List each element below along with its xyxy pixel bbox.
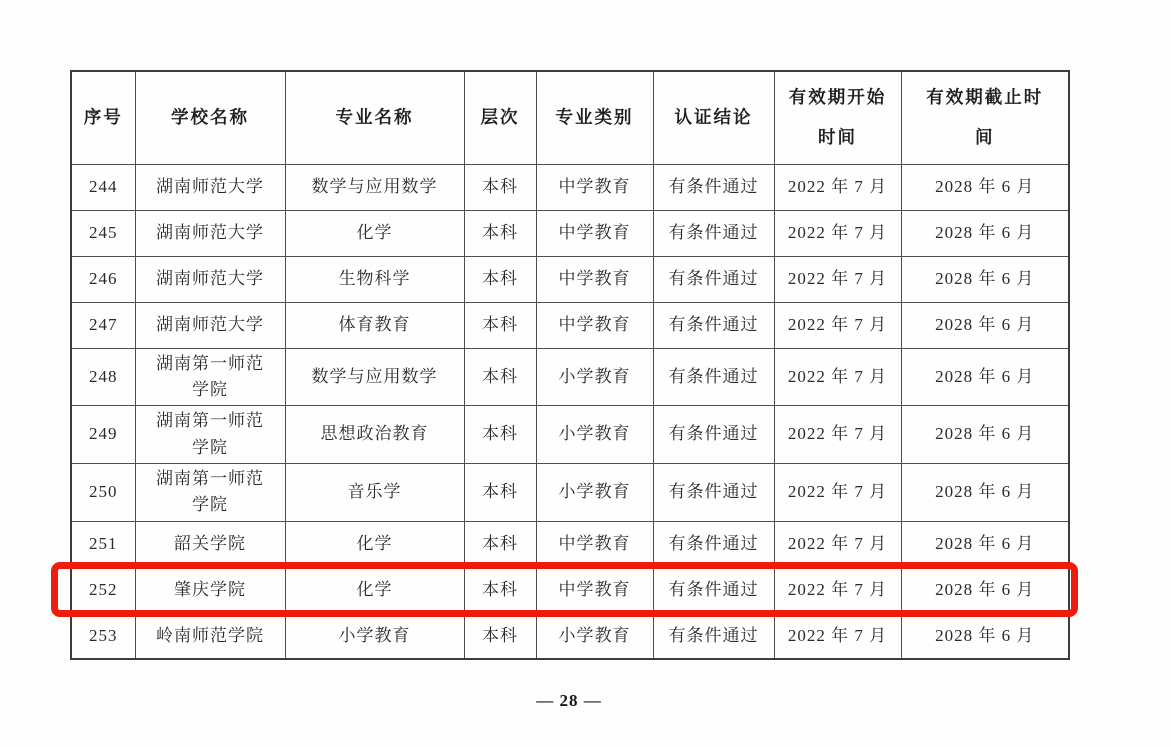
- cell-conclusion: 有条件通过: [653, 613, 774, 659]
- cell-level: 本科: [464, 463, 536, 521]
- cell-category: 小学教育: [536, 613, 653, 659]
- cell-valid_to: 2028 年 6 月: [901, 521, 1069, 567]
- cell-valid_from: 2022 年 7 月: [774, 613, 901, 659]
- table-row: [71, 406, 1069, 464]
- table-header-row: [71, 71, 1069, 164]
- cell-valid_to: 2028 年 6 月: [901, 302, 1069, 348]
- table-row: [71, 302, 1069, 348]
- cell-category: 中学教育: [536, 164, 653, 210]
- cell-conclusion: 有条件通过: [653, 406, 774, 464]
- cell-school: 湖南师范大学: [135, 164, 285, 210]
- column-header-school: 学校名称: [135, 71, 285, 164]
- cell-school: 湖南第一师范学院: [135, 406, 285, 464]
- cell-school: 湖南师范大学: [135, 210, 285, 256]
- column-header-category: 专业类别: [536, 71, 653, 164]
- cell-category: 中学教育: [536, 210, 653, 256]
- cell-level: 本科: [464, 302, 536, 348]
- cell-valid_from: 2022 年 7 月: [774, 256, 901, 302]
- cell-valid_to: 2028 年 6 月: [901, 210, 1069, 256]
- cell-conclusion: 有条件通过: [653, 521, 774, 567]
- cell-valid_to: 2028 年 6 月: [901, 256, 1069, 302]
- cell-category: 小学教育: [536, 348, 653, 406]
- table-row: [71, 164, 1069, 210]
- cell-category: 小学教育: [536, 406, 653, 464]
- cell-conclusion: 有条件通过: [653, 463, 774, 521]
- cell-conclusion: 有条件通过: [653, 302, 774, 348]
- cell-index: 251: [71, 521, 135, 567]
- cell-school: 湖南师范大学: [135, 256, 285, 302]
- cell-category: 中学教育: [536, 521, 653, 567]
- cell-valid_to: 2028 年 6 月: [901, 463, 1069, 521]
- column-header-conclusion: 认证结论: [653, 71, 774, 164]
- cell-major: 数学与应用数学: [285, 164, 464, 210]
- cell-valid_from: 2022 年 7 月: [774, 348, 901, 406]
- cell-major: 体育教育: [285, 302, 464, 348]
- column-header-valid_from: 有效期开始时间: [774, 71, 901, 164]
- table-row: [71, 210, 1069, 256]
- cell-school: 岭南师范学院: [135, 613, 285, 659]
- table-head: [71, 71, 1069, 164]
- cell-major: 音乐学: [285, 463, 464, 521]
- cell-index: 246: [71, 256, 135, 302]
- cell-index: 247: [71, 302, 135, 348]
- table-row: [71, 348, 1069, 406]
- cell-school: 湖南师范大学: [135, 302, 285, 348]
- cell-major: 化学: [285, 567, 464, 613]
- table-row: [71, 521, 1069, 567]
- cell-major: 生物科学: [285, 256, 464, 302]
- cell-major: 化学: [285, 521, 464, 567]
- cell-valid_to: 2028 年 6 月: [901, 164, 1069, 210]
- cell-valid_from: 2022 年 7 月: [774, 302, 901, 348]
- cell-index: 249: [71, 406, 135, 464]
- cell-valid_from: 2022 年 7 月: [774, 406, 901, 464]
- cell-index: 253: [71, 613, 135, 659]
- cell-major: 数学与应用数学: [285, 348, 464, 406]
- certification-table: [70, 70, 1070, 660]
- cell-valid_from: 2022 年 7 月: [774, 567, 901, 613]
- cell-level: 本科: [464, 164, 536, 210]
- table-body: [71, 164, 1069, 659]
- table-row: [71, 613, 1069, 659]
- cell-valid_from: 2022 年 7 月: [774, 463, 901, 521]
- cell-school: 肇庆学院: [135, 567, 285, 613]
- cell-major: 小学教育: [285, 613, 464, 659]
- table-row: [71, 567, 1069, 613]
- cell-level: 本科: [464, 256, 536, 302]
- cell-valid_to: 2028 年 6 月: [901, 613, 1069, 659]
- table-row: [71, 256, 1069, 302]
- cell-index: 245: [71, 210, 135, 256]
- cell-valid_from: 2022 年 7 月: [774, 521, 901, 567]
- cell-conclusion: 有条件通过: [653, 348, 774, 406]
- cell-index: 252: [71, 567, 135, 613]
- cell-major: 化学: [285, 210, 464, 256]
- cell-level: 本科: [464, 613, 536, 659]
- cell-category: 小学教育: [536, 463, 653, 521]
- cell-level: 本科: [464, 210, 536, 256]
- cell-index: 248: [71, 348, 135, 406]
- column-header-major: 专业名称: [285, 71, 464, 164]
- column-header-index: 序号: [71, 71, 135, 164]
- cell-category: 中学教育: [536, 567, 653, 613]
- cell-school: 湖南第一师范学院: [135, 463, 285, 521]
- column-header-level: 层次: [464, 71, 536, 164]
- cell-index: 244: [71, 164, 135, 210]
- cell-valid_from: 2022 年 7 月: [774, 164, 901, 210]
- cell-conclusion: 有条件通过: [653, 567, 774, 613]
- cell-level: 本科: [464, 521, 536, 567]
- cell-category: 中学教育: [536, 302, 653, 348]
- cell-category: 中学教育: [536, 256, 653, 302]
- cell-level: 本科: [464, 567, 536, 613]
- cell-conclusion: 有条件通过: [653, 164, 774, 210]
- cell-valid_to: 2028 年 6 月: [901, 567, 1069, 613]
- cell-valid_from: 2022 年 7 月: [774, 210, 901, 256]
- cell-school: 湖南第一师范学院: [135, 348, 285, 406]
- cell-valid_to: 2028 年 6 月: [901, 406, 1069, 464]
- page-number: — 28 —: [536, 691, 602, 710]
- cell-level: 本科: [464, 406, 536, 464]
- cell-conclusion: 有条件通过: [653, 256, 774, 302]
- table-row: [71, 463, 1069, 521]
- cell-valid_to: 2028 年 6 月: [901, 348, 1069, 406]
- column-header-valid_to: 有效期截止时间: [901, 71, 1069, 164]
- cell-level: 本科: [464, 348, 536, 406]
- cell-school: 韶关学院: [135, 521, 285, 567]
- cell-index: 250: [71, 463, 135, 521]
- cell-major: 思想政治教育: [285, 406, 464, 464]
- page-footer: [70, 691, 1068, 711]
- cell-conclusion: 有条件通过: [653, 210, 774, 256]
